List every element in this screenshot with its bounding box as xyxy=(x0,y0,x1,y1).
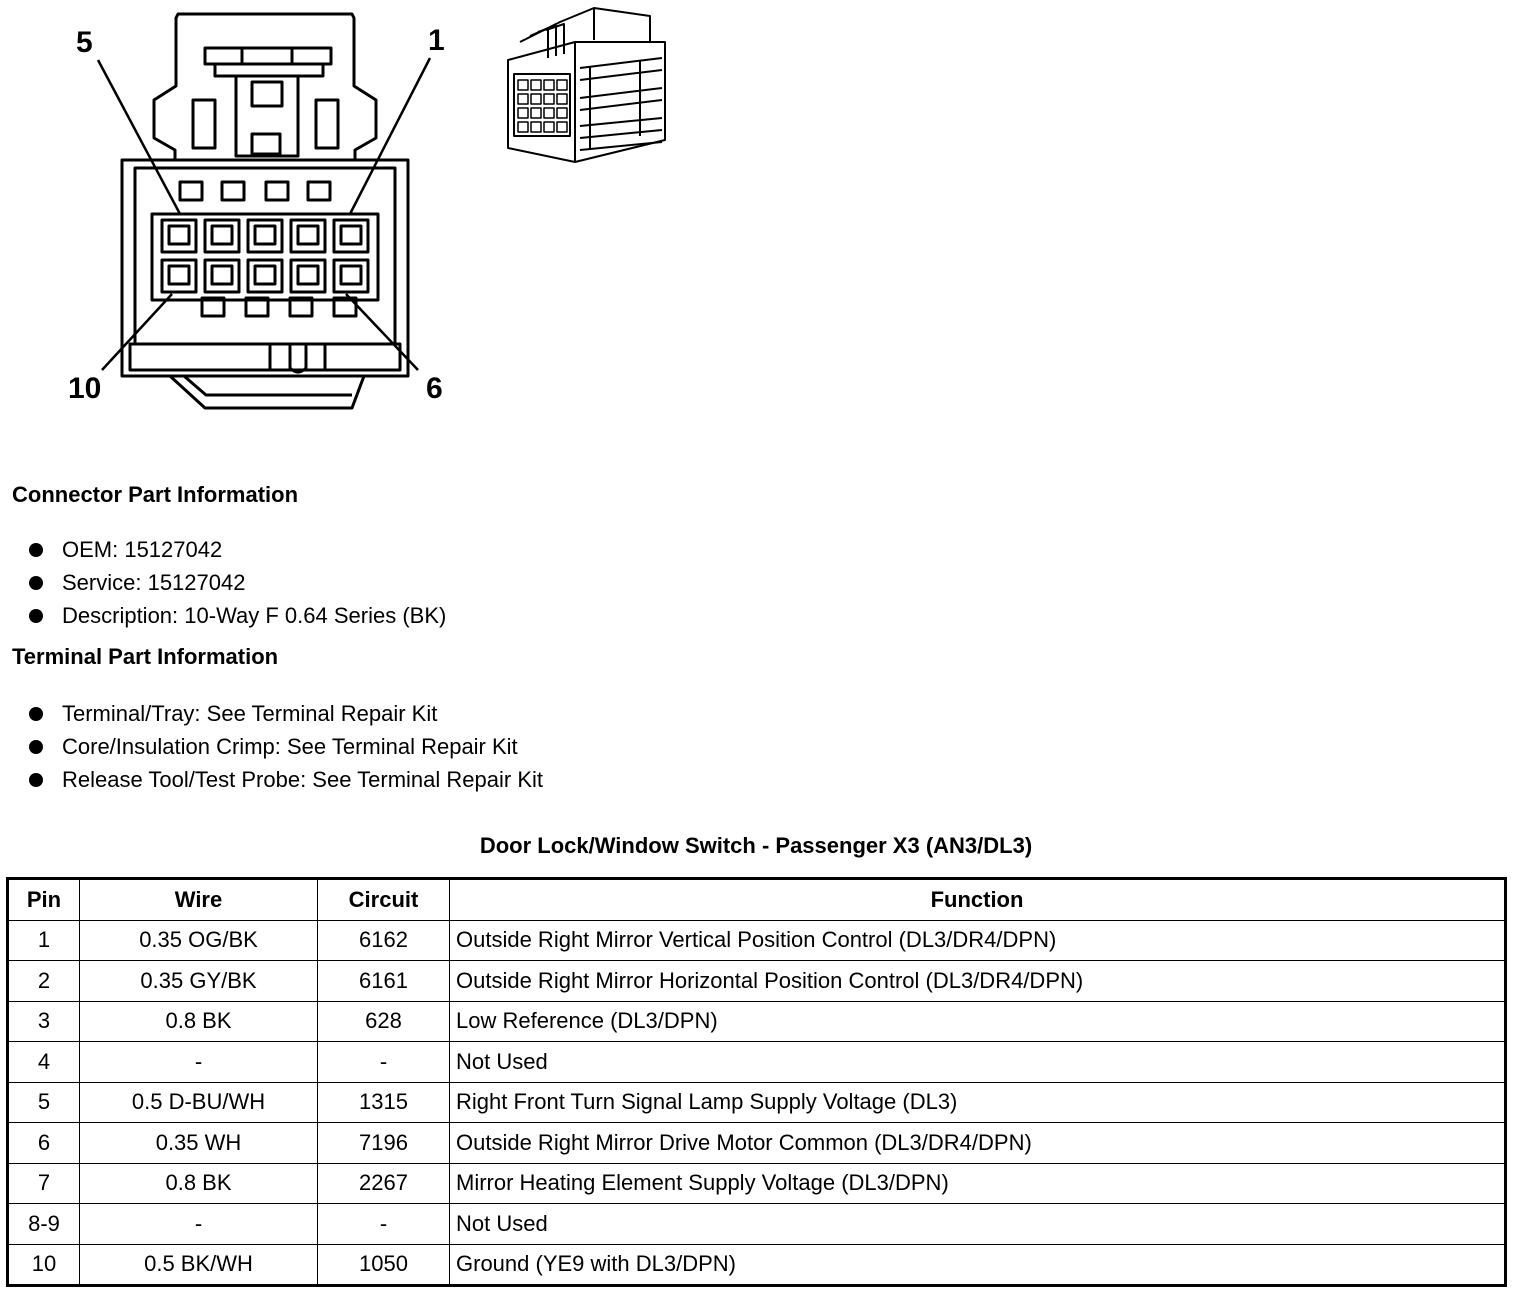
cell-wire: - xyxy=(80,1204,318,1245)
cell-pin: 8-9 xyxy=(8,1204,80,1245)
bullet-icon xyxy=(29,707,43,721)
cell-circuit: 2267 xyxy=(318,1163,450,1204)
list-item xyxy=(28,566,446,599)
cell-function: Ground (YE9 with DL3/DPN) xyxy=(450,1244,1506,1286)
list-item xyxy=(28,730,543,763)
cell-pin: 3 xyxy=(8,1001,80,1042)
cell-pin: 6 xyxy=(8,1123,80,1164)
cell-wire: 0.8 BK xyxy=(80,1163,318,1204)
table-row xyxy=(8,1244,1506,1286)
pinout-table xyxy=(6,877,1507,1287)
table-row xyxy=(8,920,1506,961)
callout-pin-6: 6 xyxy=(426,372,443,405)
table-row xyxy=(8,961,1506,1002)
cell-wire: 0.5 BK/WH xyxy=(80,1244,318,1286)
terminal-info-heading: Terminal Part Information xyxy=(12,644,279,669)
bullet-icon xyxy=(29,543,43,557)
list-item xyxy=(28,533,446,566)
connector-info-list xyxy=(28,533,446,632)
table-row xyxy=(8,1001,1506,1042)
cell-function: Right Front Turn Signal Lamp Supply Voltage (DL3) xyxy=(450,1082,1506,1123)
table-row xyxy=(8,1123,1506,1164)
header-function: Function xyxy=(450,879,1506,921)
cell-circuit: 7196 xyxy=(318,1123,450,1164)
cell-wire: 0.35 OG/BK xyxy=(80,920,318,961)
cell-wire: 0.8 BK xyxy=(80,1001,318,1042)
cell-circuit: 1050 xyxy=(318,1244,450,1286)
bullet-icon xyxy=(29,740,43,754)
cell-pin: 10 xyxy=(8,1244,80,1286)
callout-pin-10: 10 xyxy=(68,372,102,405)
header-pin: Pin xyxy=(8,879,80,921)
bullet-icon xyxy=(29,773,43,787)
cell-function: Not Used xyxy=(450,1042,1506,1083)
cell-wire: - xyxy=(80,1042,318,1083)
list-item xyxy=(28,697,543,730)
connector-description: Description: 10-Way F 0.64 Series (BK) xyxy=(62,603,447,628)
leader-pin-1 xyxy=(350,58,430,214)
table-row xyxy=(8,1042,1506,1083)
cell-function: Outside Right Mirror Vertical Position Control (DL3/DR4/DPN) xyxy=(450,920,1506,961)
table-row xyxy=(8,1082,1506,1123)
cell-wire: 0.5 D-BU/WH xyxy=(80,1082,318,1123)
header-circuit: Circuit xyxy=(318,879,450,921)
connector-isometric xyxy=(508,8,665,162)
cell-circuit: 628 xyxy=(318,1001,450,1042)
callout-pin-5: 5 xyxy=(76,26,93,59)
cell-circuit: 6161 xyxy=(318,961,450,1002)
leader-pin-5 xyxy=(98,60,180,214)
table-row xyxy=(8,1204,1506,1245)
terminal-tray: Terminal/Tray: See Terminal Repair Kit xyxy=(62,701,438,726)
connector-info-heading: Connector Part Information xyxy=(12,482,299,507)
cell-circuit: - xyxy=(318,1204,450,1245)
list-item xyxy=(28,599,446,632)
table-title: Door Lock/Window Switch - Passenger X3 (AN3/DL3) xyxy=(479,833,1033,858)
terminal-release-tool: Release Tool/Test Probe: See Terminal Repair Kit xyxy=(62,767,543,792)
bullet-icon xyxy=(29,609,43,623)
cell-circuit: 1315 xyxy=(318,1082,450,1123)
table-row xyxy=(8,1163,1506,1204)
cell-pin: 4 xyxy=(8,1042,80,1083)
leader-pin-10 xyxy=(102,294,172,370)
cell-wire: 0.35 GY/BK xyxy=(80,961,318,1002)
cell-function: Outside Right Mirror Drive Motor Common (DL3/DR4/DPN) xyxy=(450,1123,1506,1164)
cell-function: Mirror Heating Element Supply Voltage (DL3/DPN) xyxy=(450,1163,1506,1204)
terminal-crimp: Core/Insulation Crimp: See Terminal Repair Kit xyxy=(62,734,518,759)
cell-pin: 5 xyxy=(8,1082,80,1123)
cell-circuit: 6162 xyxy=(318,920,450,961)
connector-service: Service: 15127042 xyxy=(62,570,246,595)
cell-circuit: - xyxy=(318,1042,450,1083)
connector-oem: OEM: 15127042 xyxy=(62,537,223,562)
cell-wire: 0.35 WH xyxy=(80,1123,318,1164)
header-wire: Wire xyxy=(80,879,318,921)
cell-pin: 7 xyxy=(8,1163,80,1204)
table-header-row xyxy=(8,879,1506,921)
callout-pin-1: 1 xyxy=(428,24,445,57)
cell-pin: 2 xyxy=(8,961,80,1002)
terminal-info-list xyxy=(28,697,543,796)
cell-function: Low Reference (DL3/DPN) xyxy=(450,1001,1506,1042)
cell-function: Outside Right Mirror Horizontal Position Control (DL3/DR4/DPN) xyxy=(450,961,1506,1002)
cell-function: Not Used xyxy=(450,1204,1506,1245)
list-item xyxy=(28,763,543,796)
cell-pin: 1 xyxy=(8,920,80,961)
bullet-icon xyxy=(29,576,43,590)
connector-diagram xyxy=(0,0,720,440)
